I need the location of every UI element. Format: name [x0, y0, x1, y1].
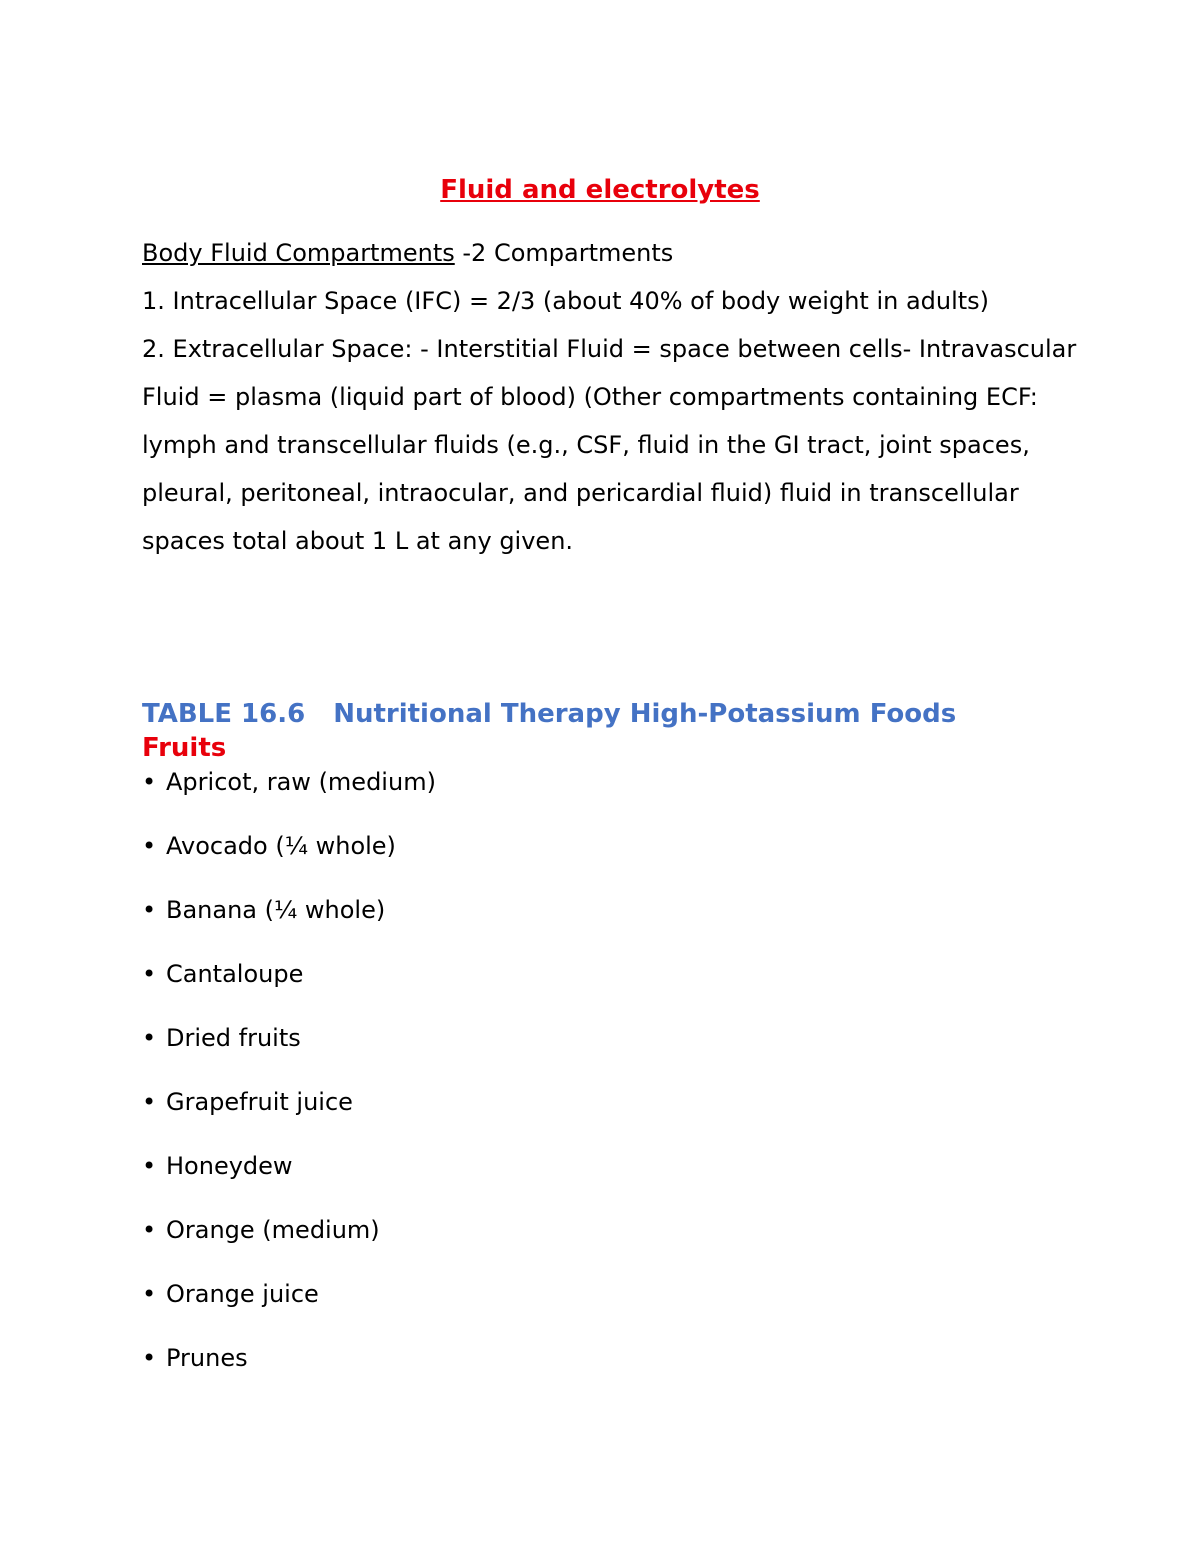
section-heading-suffix: -2 Compartments	[454, 239, 674, 267]
bullet-icon: •	[142, 1088, 157, 1116]
bullet-icon: •	[142, 1024, 157, 1052]
list-item-text: Dried fruits	[166, 1024, 301, 1052]
list-item-text: Grapefruit juice	[166, 1088, 353, 1116]
list-item-text: Prunes	[166, 1344, 248, 1372]
body-fluid-section	[142, 229, 1082, 565]
list-item-text: Honeydew	[166, 1152, 293, 1180]
list-item	[142, 1340, 436, 1404]
bullet-icon: •	[142, 768, 157, 796]
list-item-text: Orange (medium)	[166, 1216, 380, 1244]
list-item-text: Avocado (¼ whole)	[166, 832, 396, 860]
extracellular-item: 2. Extracellular Space: - Interstitial Fluid = space between cells- Intravascular Fluid = plasma (liquid part of blood) (Other compartments containing ECF: lymph and transcellular fluids (e.g., CSF, fluid in the GI tract, joint spaces, pleural, peritoneal, intraocular, and pericardial fluid) fluid in transcellular spaces total about 1 L at any given.	[142, 335, 1077, 555]
list-item	[142, 1148, 436, 1212]
list-item-text: Apricot, raw (medium)	[166, 768, 436, 796]
bullet-icon: •	[142, 1216, 157, 1244]
bullet-icon: •	[142, 896, 157, 924]
table-title: Nutritional Therapy High-Potassium Foods	[333, 699, 957, 729]
list-item	[142, 956, 436, 1020]
intracellular-item: 1. Intracellular Space (IFC) = 2/3 (about 40% of body weight in adults)	[142, 287, 990, 315]
bullet-icon: •	[142, 960, 157, 988]
list-item	[142, 892, 436, 956]
list-item	[142, 1276, 436, 1340]
bullet-icon: •	[142, 1280, 157, 1308]
category-heading-fruits: Fruits	[142, 733, 227, 763]
section-heading: Body Fluid Compartments	[142, 239, 455, 267]
document-title: Fluid and electrolytes	[440, 175, 760, 205]
list-item	[142, 828, 436, 892]
list-item	[142, 1212, 436, 1276]
list-item-text: Banana (¼ whole)	[166, 896, 386, 924]
list-item-text: Orange juice	[166, 1280, 319, 1308]
table-label: TABLE 16.6	[142, 699, 306, 729]
bullet-icon: •	[142, 1152, 157, 1180]
list-item	[142, 764, 436, 828]
list-item-text: Cantaloupe	[166, 960, 304, 988]
table-heading	[142, 698, 1082, 730]
bullet-icon: •	[142, 832, 157, 860]
bullet-icon: •	[142, 1344, 157, 1372]
section-heading-line	[142, 229, 1082, 277]
list-item	[142, 1020, 436, 1084]
fruit-list	[142, 764, 436, 1404]
list-item	[142, 1084, 436, 1148]
